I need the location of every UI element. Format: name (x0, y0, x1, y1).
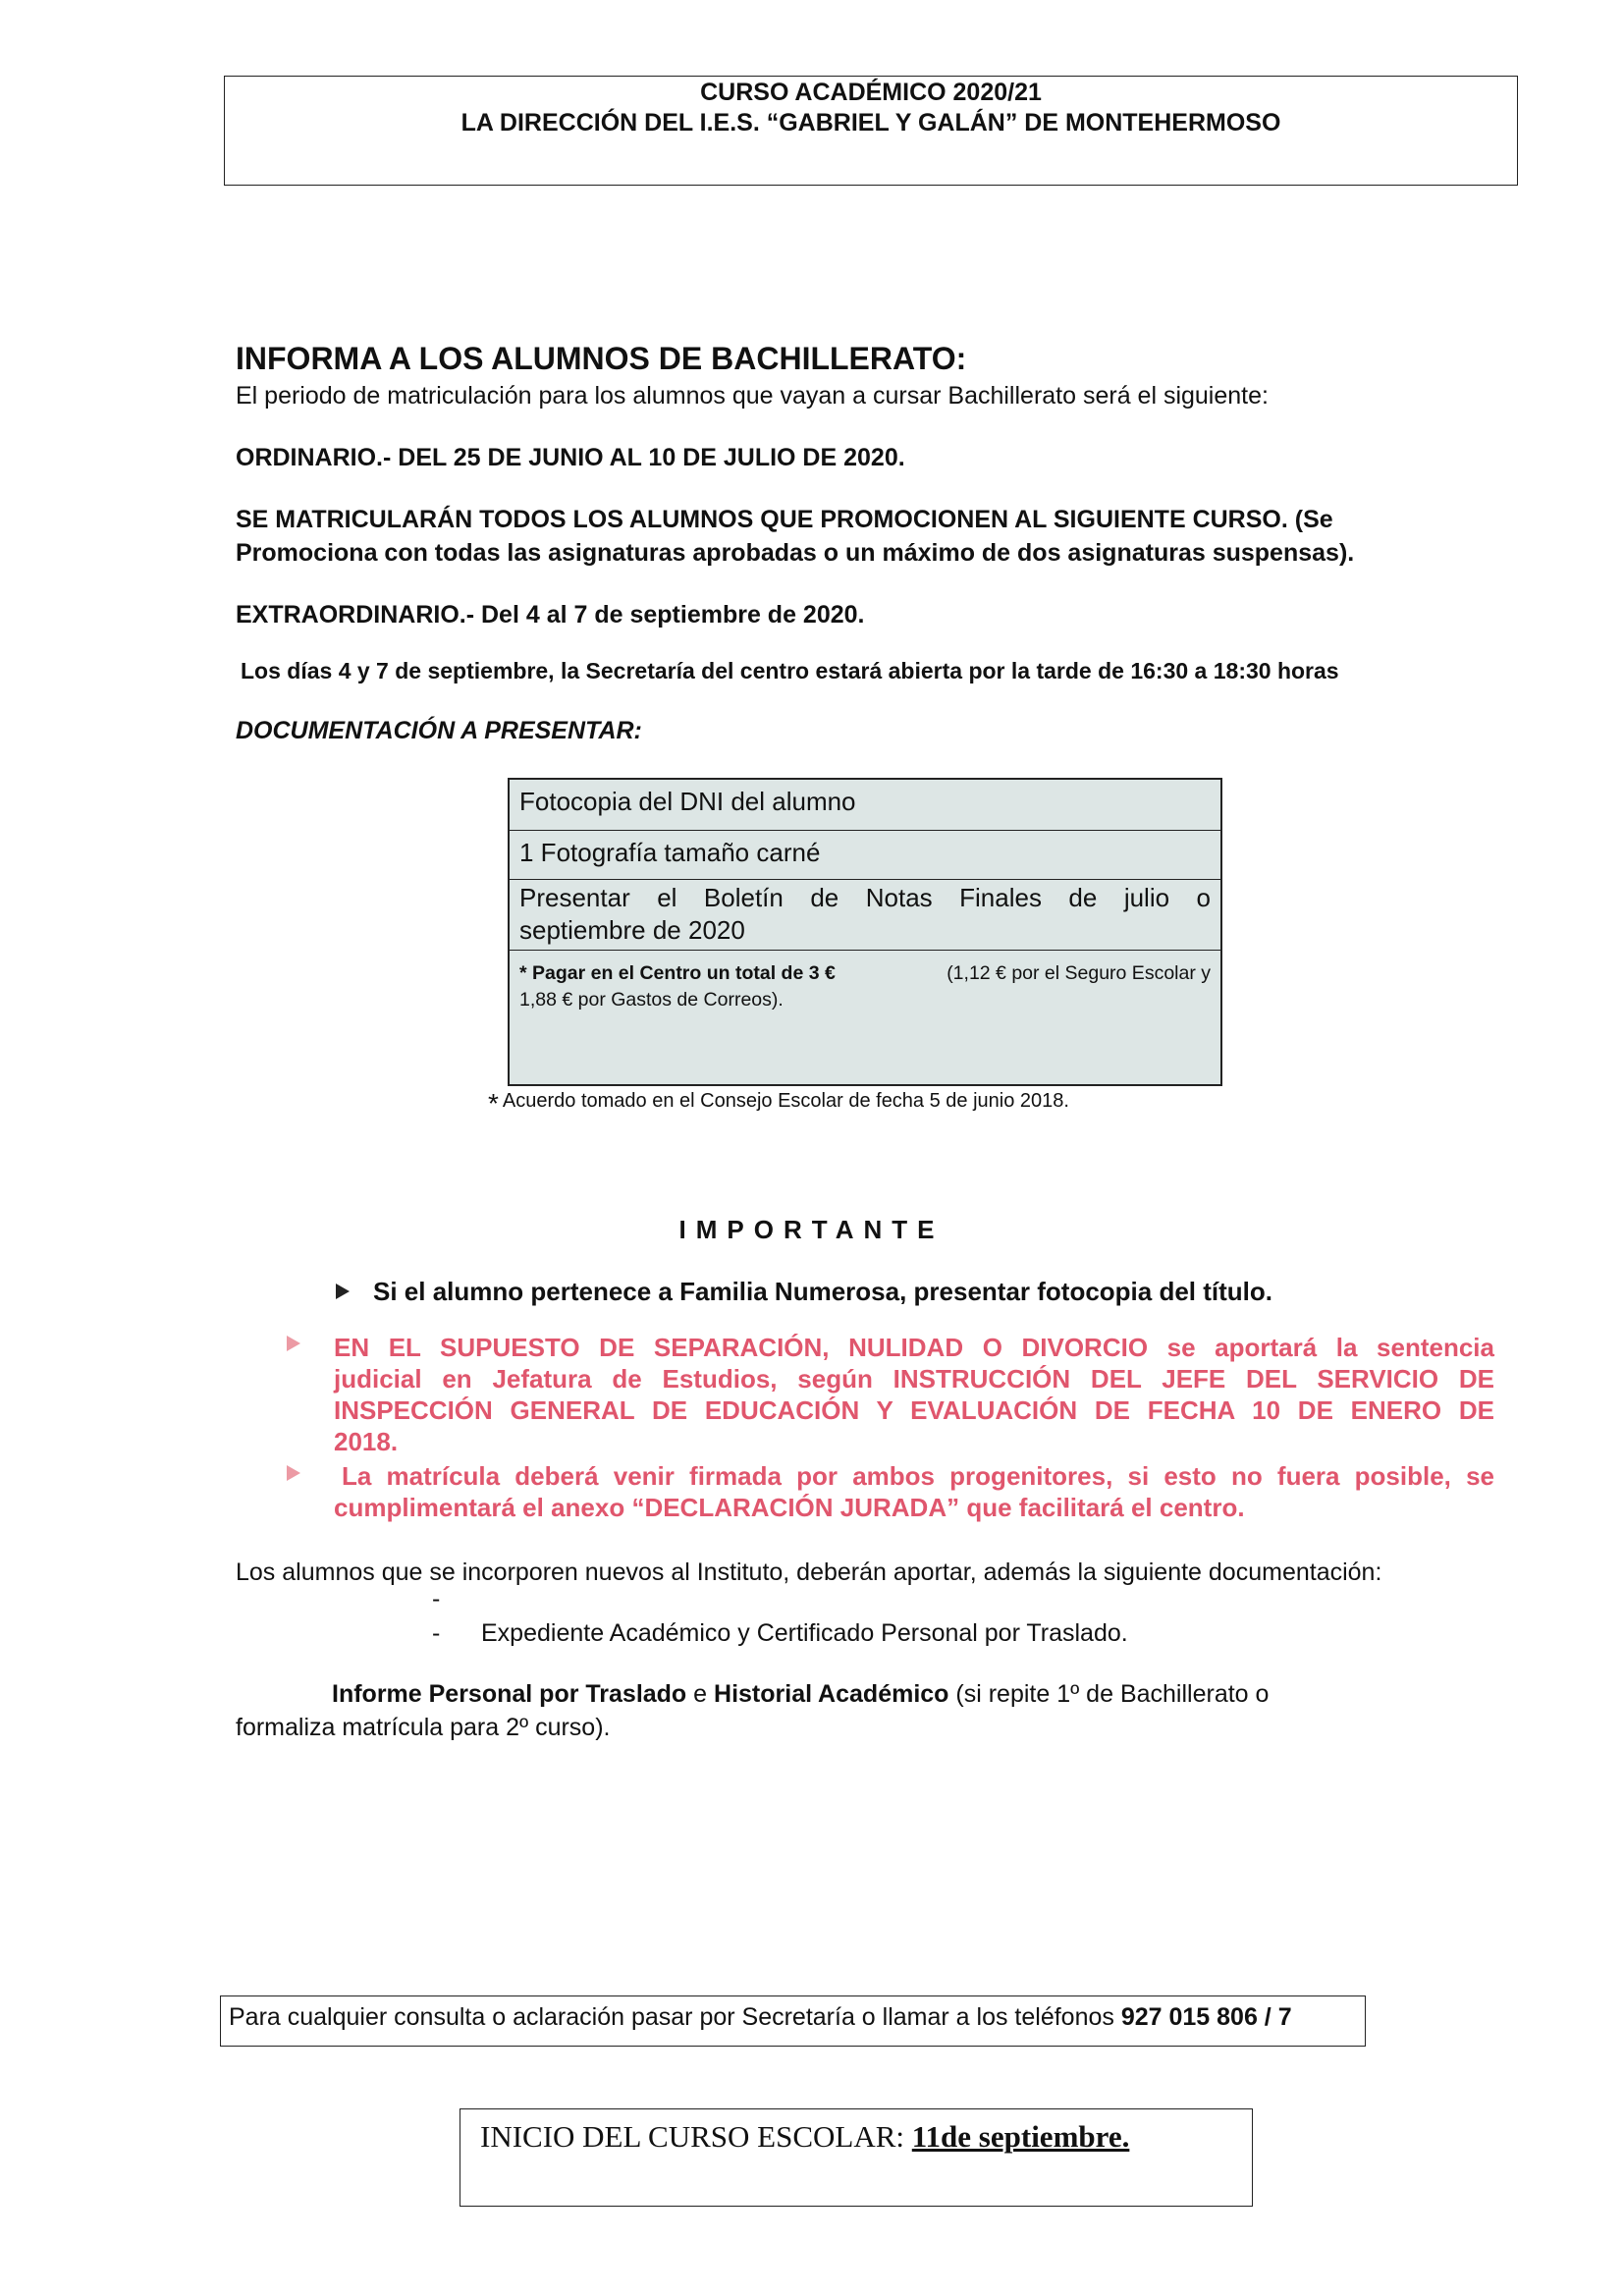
nuevos-alumnos-text: Los alumnos que se incorporen nuevos al Instituto, deberán aportar, además la siguiente documentación: (236, 1558, 1382, 1586)
promocion-line-2: Promociona con todas las asignaturas aprobadas o un máximo de dos asignaturas suspensas). (236, 539, 1355, 567)
phone-numbers: 927 015 806 / 7 (1120, 2003, 1292, 2031)
inicio-curso-box (460, 2108, 1253, 2207)
main-heading: INFORMA A LOS ALUMNOS DE BACHILLERATO: (236, 341, 967, 376)
pago-rest-1: (1,12 € por el Seguro Escolar y (947, 962, 1211, 984)
firma-bullet-icon (287, 1465, 324, 1487)
inicio-date: 11de septiembre. (911, 2119, 1130, 2154)
pago-rest-2: 1,88 € por Gastos de Correos). (519, 989, 784, 1011)
documentacion-heading: DOCUMENTACIÓN A PRESENTAR: (236, 717, 642, 744)
promocion-line-1: SE MATRICULARÁN TODOS LOS ALUMNOS QUE PROMOCIONEN AL SIGUIENTE CURSO. (Se (236, 506, 1333, 533)
intro-text: El periodo de matriculación para los alumnos que vayan a cursar Bachillerato será el siguiente: (236, 382, 1269, 410)
pago-bold: * Pagar en el Centro un total de 3 € (519, 962, 836, 984)
footnote-star: * (488, 1088, 499, 1119)
consulta-box (220, 1995, 1366, 2047)
doc-item-boletin: Presentar el Boletín de Notas Finales de julio o septiembre de 2020 (510, 880, 1220, 951)
dash-1: - (432, 1585, 441, 1613)
separacion-bullet-icon (287, 1336, 324, 1357)
ordinario-period: ORDINARIO.- DEL 25 DE JUNIO AL 10 DE JULIO DE 2020. (236, 444, 905, 471)
doc-item-dni: Fotocopia del DNI del alumno (510, 780, 1220, 831)
header-box (224, 76, 1518, 186)
informe-line-2: formaliza matrícula para 2º curso). (236, 1714, 611, 1741)
doc-item-pago (510, 951, 1220, 1084)
arrow-bullet-icon (287, 1465, 300, 1481)
extraordinario-period: EXTRAORDINARIO.- Del 4 al 7 de septiembre de 2020. (236, 601, 865, 629)
consejo-footnote (488, 1088, 1069, 1120)
dash-2: - (432, 1619, 441, 1647)
secretaria-hours: Los días 4 y 7 de septiembre, la Secretaría del centro estará abierta por la tarde de 16:30 a 18:30 horas (241, 658, 1339, 683)
doc-item-foto: 1 Fotografía tamaño carné (510, 831, 1220, 880)
arrow-bullet-icon (287, 1336, 300, 1351)
informe-line-1: Informe Personal por Traslado e Historial Académico (si repite 1º de Bachillerato o (332, 1680, 1270, 1708)
separacion-item: EN EL SUPUESTO DE SEPARACIÓN, NULIDAD O DIVORCIO se aportará la sentencia judicial en Jefatura de Estudios, según INSTRUCCIÓN DEL JEFE DEL SERVICIO DE INSPECCIÓN GENERAL DE EDUCACIÓN Y EVALUACIÓN DE FECHA 10 DE ENERO DE 2018. (334, 1333, 1494, 1456)
familia-numerosa-item: Si el alumno pertenece a Familia Numerosa, presentar fotocopia del título. (336, 1277, 1272, 1307)
firma-item: La matrícula deberá venir firmada por ambos progenitores, si esto no fuera posible, se cumplimentará el anexo “DECLARACIÓN JURADA” que facilitará el centro. (334, 1461, 1494, 1522)
footnote-text: Acuerdo tomado en el Consejo Escolar de fecha 5 de junio 2018. (502, 1090, 1069, 1112)
inicio-label: INICIO DEL CURSO ESCOLAR: (480, 2119, 912, 2154)
arrow-bullet-icon (336, 1284, 350, 1299)
documentation-table (508, 778, 1222, 1086)
course-year-title: CURSO ACADÉMICO 2020/21 (700, 79, 1042, 106)
expediente-item: Expediente Académico y Certificado Personal por Traslado. (481, 1619, 1128, 1647)
importante-heading: IMPORTANTE (678, 1215, 945, 1244)
consulta-text: Para cualquier consulta o aclaración pasar por Secretaría o llamar a los teléfonos (229, 2003, 1121, 2031)
school-direction-title: LA DIRECCIÓN DEL I.E.S. “GABRIEL Y GALÁN” DE MONTEHERMOSO (460, 109, 1281, 137)
